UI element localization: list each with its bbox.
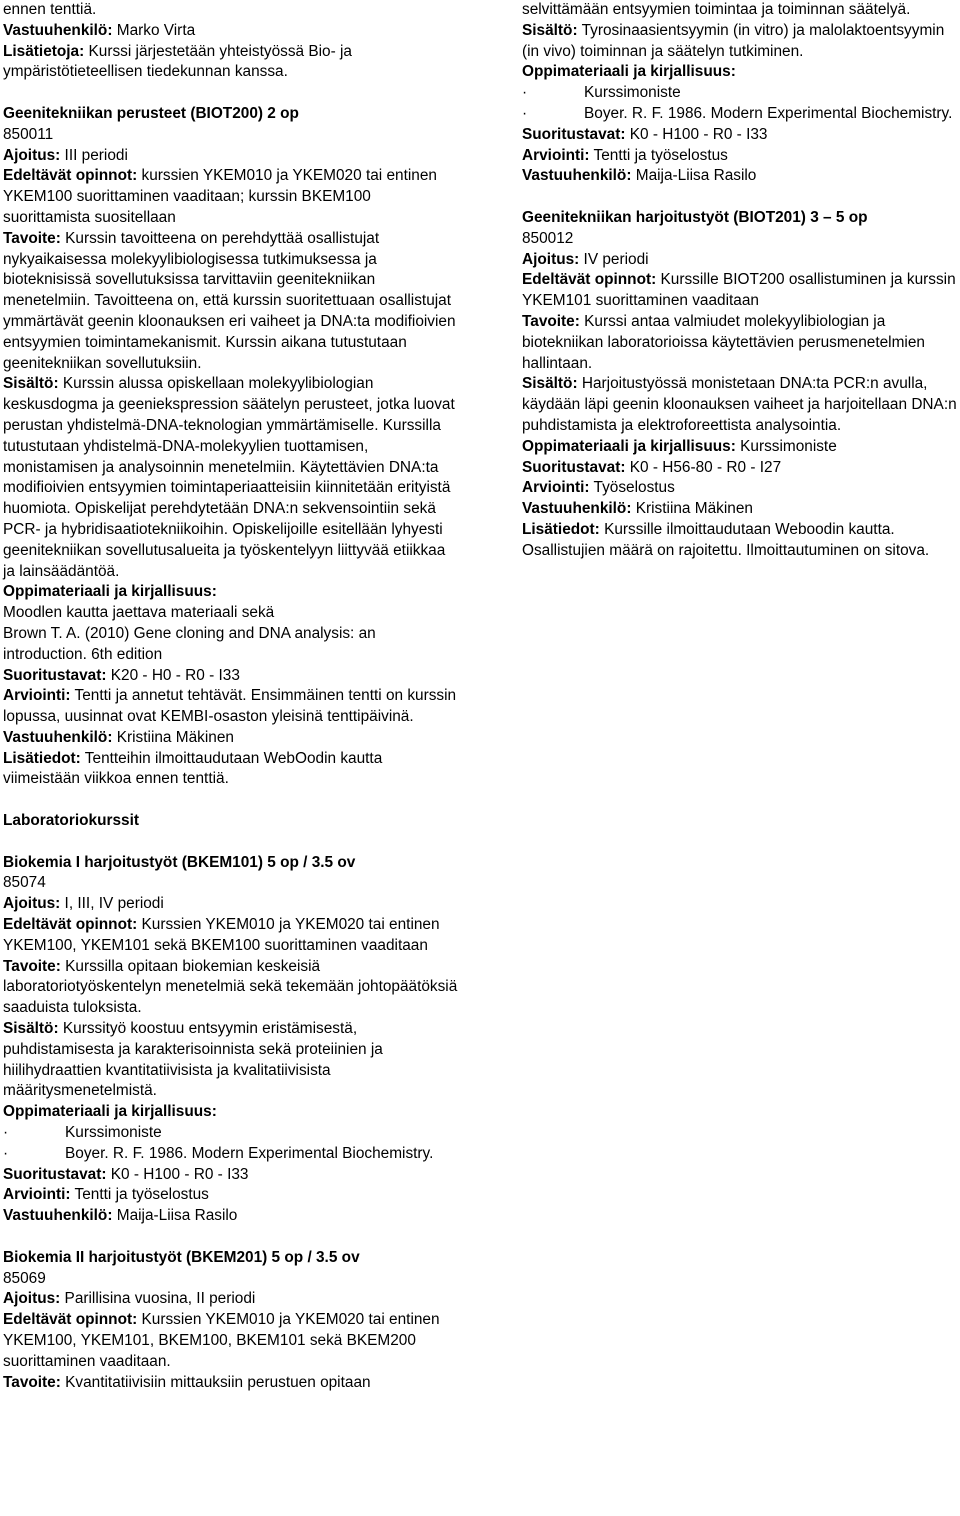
section-heading: Geenitekniikan harjoitustyöt (BIOT201) 3 – 5 op xyxy=(522,208,868,226)
field-label: Suoritustavat: xyxy=(522,458,626,476)
field-row xyxy=(522,62,960,83)
field-value: Tentteihin ilmoittaudutaan WebOodin kautta viimeistään viikkoa ennen tenttiä. xyxy=(3,749,383,788)
bullet-item: · Kurssimoniste xyxy=(3,1123,458,1144)
field-label: Lisätiedot: xyxy=(3,749,81,767)
field-row xyxy=(3,1185,458,1206)
field-row xyxy=(3,1373,458,1394)
field-row xyxy=(522,166,960,187)
field-label: Suoritustavat: xyxy=(3,1165,107,1183)
field-label: Arviointi: xyxy=(522,479,590,497)
field-label: Oppimateriaali ja kirjallisuus: xyxy=(3,583,217,601)
text-line: ennen tenttiä. xyxy=(3,1,97,18)
field-row xyxy=(3,146,458,167)
field-label: Suoritustavat: xyxy=(522,125,626,143)
field-row xyxy=(522,21,960,63)
field-label: Lisätiedot: xyxy=(522,520,600,538)
field-value: Marko Virta xyxy=(112,21,196,39)
text-line: Brown T. A. (2010) Gene cloning and DNA analysis: an introduction. 6th edition xyxy=(3,624,376,663)
field-label: Tavoite: xyxy=(3,957,61,975)
text-line: 85074 xyxy=(3,874,46,892)
blank-line xyxy=(3,832,458,853)
field-row xyxy=(3,1102,458,1123)
field-row xyxy=(522,125,960,146)
field-value: Työselostus xyxy=(589,479,675,497)
field-label: Tavoite: xyxy=(3,1373,61,1391)
field-value: Maija-Liisa Rasilo xyxy=(631,167,757,185)
field-value: Kurssille ilmoittaudutaan Weboodin kautta. Osallistujien määrä on rajoitettu. Ilmoittautuminen on sitova. xyxy=(522,520,930,559)
section-heading: Biokemia I harjoitustyöt (BKEM101) 5 op / 3.5 ov xyxy=(3,853,356,871)
text-line: 850011 xyxy=(3,125,54,143)
text-line: Moodlen kautta jaettava materiaali sekä xyxy=(3,604,275,622)
field-value: Parillisina vuosina, II periodi xyxy=(60,1290,256,1308)
field-value: Kurssien YKEM010 ja YKEM020 tai entinen YKEM100, YKEM101 sekä BKEM100 suorittaminen vaaditaan xyxy=(3,916,440,954)
field-value: kurssien YKEM010 ja YKEM020 tai entinen YKEM100 suorittaminen vaaditaan; kurssin BKEM100 suorittamista suositellaan xyxy=(3,167,437,226)
field-row xyxy=(522,478,960,499)
section-heading: Biokemia II harjoitustyöt (BKEM201) 5 op / 3.5 ov xyxy=(3,1248,360,1266)
field-value: Tentti ja työselostus xyxy=(70,1186,209,1204)
field-label: Vastuuhenkilö: xyxy=(3,728,113,746)
right-column xyxy=(522,0,960,562)
field-value: K0 - H100 - R0 - I33 xyxy=(625,125,768,143)
field-row xyxy=(3,582,458,603)
field-row xyxy=(3,229,458,375)
field-row xyxy=(522,458,960,479)
field-value: Tentti ja annetut tehtävät. Ensimmäinen tentti on kurssin lopussa, uusinnat ovat KEMBI-osaston yleisinä tenttipäivinä. xyxy=(3,687,457,726)
field-value: Harjoitustyössä monistetaan DNA:ta PCR:n avulla, käydään läpi geenin kloonauksen vaiheet ja harjoitellaan DNA:n puhdistamista ja elektroforeettista analysointia. xyxy=(522,375,957,434)
field-label: Vastuuhenkilö: xyxy=(3,1207,113,1225)
bullet-item: · Boyer. R. F. 1986. Modern Experimental Biochemistry. xyxy=(3,1144,458,1165)
field-label: Sisältö: xyxy=(522,375,578,393)
field-row xyxy=(3,666,458,687)
field-row xyxy=(3,686,458,728)
field-row xyxy=(522,270,960,312)
field-value: Kristiina Mäkinen xyxy=(631,500,753,518)
text-line: 850012 xyxy=(522,229,574,247)
field-row xyxy=(3,1019,458,1102)
field-value: Kurssimoniste xyxy=(735,437,837,455)
field-label: Vastuuhenkilö: xyxy=(3,21,113,39)
field-row xyxy=(522,520,960,562)
field-row xyxy=(522,250,960,271)
field-label: Ajoitus: xyxy=(3,146,61,164)
field-row xyxy=(3,894,458,915)
field-row xyxy=(3,166,458,228)
section-heading: Geenitekniikan perusteet (BIOT200) 2 op xyxy=(3,104,299,122)
field-row xyxy=(3,21,458,42)
blank-line xyxy=(522,187,960,208)
field-label: Oppimateriaali ja kirjallisuus: xyxy=(3,1103,217,1121)
field-value: K20 - H0 - R0 - I33 xyxy=(106,666,240,684)
field-value: Kvantitatiivisiin mittauksiin perustuen opitaan xyxy=(60,1373,371,1391)
field-row xyxy=(3,728,458,749)
field-label: Tavoite: xyxy=(522,312,580,330)
field-row xyxy=(3,374,458,582)
field-label: Arviointi: xyxy=(522,146,590,164)
bullet-item: · Boyer. R. F. 1986. Modern Experimental Biochemistry. xyxy=(522,104,960,125)
field-value: Kurssille BIOT200 osallistuminen ja kurssin YKEM101 suorittaminen vaaditaan xyxy=(522,271,956,310)
left-column xyxy=(3,0,458,1393)
blank-line xyxy=(3,1227,458,1248)
text-line: 85069 xyxy=(3,1269,46,1287)
field-label: Ajoitus: xyxy=(522,250,580,268)
field-row xyxy=(522,437,960,458)
field-label: Arviointi: xyxy=(3,687,71,705)
field-label: Ajoitus: xyxy=(3,1290,61,1308)
field-value: Kurssi antaa valmiudet molekyylibiologian ja biotekniikan laboratorioissa käytettävien perusmenetelmien hallintaan. xyxy=(522,312,925,372)
field-value: Kurssityö koostuu entsyymin eristämisestä, puhdistamisesta ja karakterisoinnista sekä proteiinien ja hiilihydraattien kvantitatiivisista ja kvalitatiivisista määritysmenetelmistä. xyxy=(3,1020,383,1100)
field-label: Ajoitus: xyxy=(3,895,61,913)
field-value: Maija-Liisa Rasilo xyxy=(112,1207,238,1225)
field-value: IV periodi xyxy=(579,250,649,268)
field-row xyxy=(3,1310,458,1372)
field-row xyxy=(522,146,960,167)
field-label: Lisätietoja: xyxy=(3,42,85,60)
bullet-item: · Kurssimoniste xyxy=(522,83,960,104)
field-label: Edeltävät opinnot: xyxy=(522,271,657,289)
field-value: Kurssin tavoitteena on perehdyttää osallistujat nykyaikaisessa molekyylibiologisessa tutkimuksessa ja bioteknisissä sovellutuksissa tarvittaviin geenitekniikan menetelmiin. Tavoitteena on, että kurssin suoritettuaan osallistujat ymmärtävät geenin kloonauksen eri vaiheet ja DNA:ta modifioivien entsyymien toimintamekanismit. Kurssin aikana tutustutaan geenitekniikan sovellutuksiin. xyxy=(3,229,456,372)
field-label: Edeltävät opinnot: xyxy=(3,1311,138,1329)
field-label: Arviointi: xyxy=(3,1186,71,1204)
field-value: Kristiina Mäkinen xyxy=(112,728,234,746)
field-row xyxy=(3,42,458,84)
field-row xyxy=(522,312,960,374)
field-value: Kurssin alussa opiskellaan molekyylibiologian keskusdogma ja geeniekspression säätelyn perusteet, jotka luovat perustan yhdistelmä-DNA-teknologian ymmärtämiselle. Kurssilla tutustutaan yhdistelmä-DNA-molekyylien tuottamisen, monistamisen ja analysoinnin menetelmiin. Käytettävien DNA:ta modifioivien entsyymien toimintaperiaatteisiin kiinnitetään erityistä huomiota. Opiskelijat perehdytetään DNA:n sekvensointiin sekä PCR- ja hybridisaatiotekniikoihin. Opiskelijoille esitellään lyhyesti geenitekniikan sovellutusalueita ja työskentelyyn liittyvää etiikkaa ja lainsäädäntöä. xyxy=(3,375,455,580)
section-heading: Laboratoriokurssit xyxy=(3,812,139,830)
field-row xyxy=(3,1289,458,1310)
field-label: Vastuuhenkilö: xyxy=(522,167,632,185)
field-label: Edeltävät opinnot: xyxy=(3,167,138,185)
field-value: Kurssien YKEM010 ja YKEM020 tai entinen YKEM100, YKEM101, BKEM100, BKEM101 sekä BKEM200 suorittaminen vaaditaan. xyxy=(3,1311,440,1370)
field-value: Tentti ja työselostus xyxy=(589,146,728,164)
field-label: Oppimateriaali ja kirjallisuus: xyxy=(522,63,736,81)
field-label: Edeltävät opinnot: xyxy=(3,916,138,934)
field-value: Kurssilla opitaan biokemian keskeisiä laboratoriotyöskentelyn menetelmiä sekä tekemään johtopäätöksiä saaduista tuloksista. xyxy=(3,957,458,1017)
field-label: Tavoite: xyxy=(3,229,61,247)
field-label: Sisältö: xyxy=(522,21,578,39)
field-value: III periodi xyxy=(60,146,128,164)
field-row xyxy=(3,915,458,957)
field-label: Oppimateriaali ja kirjallisuus: xyxy=(522,437,736,455)
field-row xyxy=(3,1206,458,1227)
field-value: Tyrosinaasientsyymin (in vitro) ja malolaktoentsyymin (in vivo) toiminnan ja säätelyn tutkiminen. xyxy=(522,21,945,60)
field-row xyxy=(3,957,458,1019)
field-label: Vastuuhenkilö: xyxy=(522,500,632,518)
field-row xyxy=(3,749,458,791)
blank-line xyxy=(3,83,458,104)
field-value: K0 - H56-80 - R0 - I27 xyxy=(625,458,782,476)
blank-line xyxy=(3,790,458,811)
field-row xyxy=(522,374,960,436)
field-label: Suoritustavat: xyxy=(3,666,107,684)
text-line: selvittämään entsyymien toimintaa ja toiminnan säätelyä. xyxy=(522,1,911,18)
field-row xyxy=(522,499,960,520)
field-row xyxy=(3,1165,458,1186)
field-value: K0 - H100 - R0 - I33 xyxy=(106,1165,249,1183)
field-value: Kurssi järjestetään yhteistyössä Bio- ja ympäristötieteellisen tiedekunnan kanssa. xyxy=(3,42,352,81)
field-label: Sisältö: xyxy=(3,1020,59,1038)
field-value: I, III, IV periodi xyxy=(60,895,164,913)
field-label: Sisältö: xyxy=(3,375,59,393)
